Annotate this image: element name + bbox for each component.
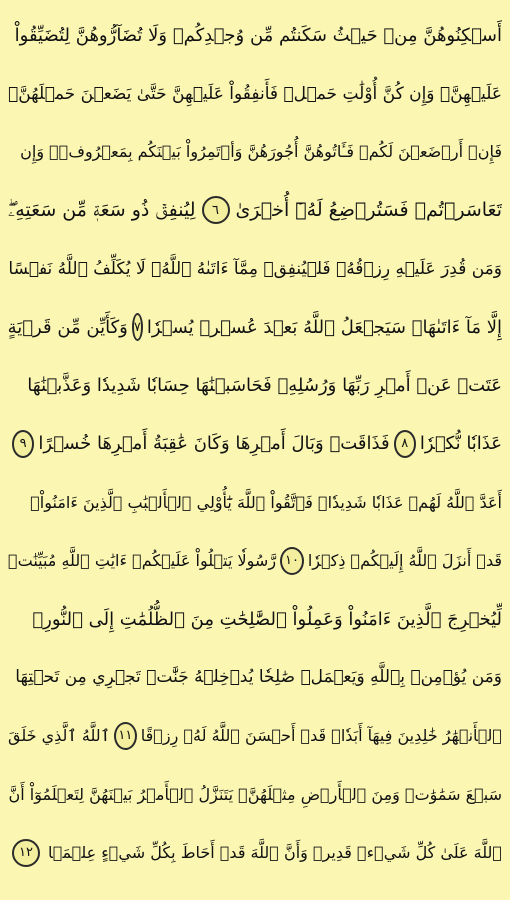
verse-text: سَبۡعَ سَمَٰوَٰتٖ وَمِنَ ٱلۡأَرۡضِ مِثۡلَهُنَّۖ يَتَنَزَّلُ ٱلۡأَمۡرُ بَيۡنَهُنَّ لِتَعۡلَمُوٓاْ أَنَّ [8,784,502,804]
verse-text: لِيُنفِقۡ ذُو سَعَةٖ مِّن سَعَتِهِۦۖ [8,199,196,222]
verse-line [8,823,502,881]
verse-line [8,64,502,122]
verse-line [8,181,502,239]
verse-line [8,473,502,531]
verse-text: أَعَدَّ ٱللَّهُ لَهُمۡ عَذَابٗا شَدِيدٗاۖ فَٱتَّقُواْ ٱللَّهَ يَٰٓأُوْلِي ٱلۡأَلۡبَٰبِ ٱلَّذِينَ ءَامَنُواْۚ [30,492,502,512]
verse-line [8,123,502,181]
verse-line [8,356,502,414]
verse-text: قَدۡ أَنزَلَ ٱللَّهُ إِلَيۡكُمۡ ذِكۡرٗا [307,551,502,571]
verse-line [8,532,502,590]
verse-text: إِلَّا مَآ ءَاتَىٰهَاۚ سَيَجۡعَلُ ٱللَّهُ بَعۡدَ عُسۡرٖ يُسۡرٗا [146,316,502,338]
verse-text: عَلَيۡهِنَّۚ وَإِن كُنَّ أُوْلَٰتِ حَمۡلٖ فَأَنفِقُواْ عَلَيۡهِنَّ حَتَّىٰ يَضَعۡنَ حَمۡلَهُنَّۚ [8,83,502,104]
verse-text: لِّيُخۡرِجَ ٱلَّذِينَ ءَامَنُواْ وَعَمِلُواْ ٱلصَّٰلِحَٰتِ مِنَ ٱلظُّلُمَٰتِ إِلَى ٱلنُّورِۚ [32,608,502,630]
verse-text: أَسۡكِنُوهُنَّ مِنۡ حَيۡثُ سَكَنتُم مِّن وُجۡدِكُمۡ وَلَا تُضَآرُّوهُنَّ لِتُضَيِّقُواْ [14,24,502,46]
ayah-number-marker: ٨ [394,430,416,458]
ayah-number-marker: ١٢ [12,839,40,867]
verse-text: تَعَاسَرۡتُمۡ فَسَتُرۡضِعُ لَهُۥٓ أُخۡرَىٰ [235,199,502,222]
verse-text: فَذَاقَتۡ وَبَالَ أَمۡرِهَا وَكَانَ عَٰقِبَةُ أَمۡرِهَا خُسۡرًا [38,433,390,455]
verse-line [8,415,502,473]
verse-line [8,648,502,706]
verse-text: فَإِنۡ أَرۡضَعۡنَ لَكُمۡ فَـَٔاتُوهُنَّ أُجُورَهُنَّ وَأۡتَمِرُواْ بَيۡنَكُم بِمَعۡرُوفٖۖ وَإِن [20,142,502,162]
verse-line [8,6,502,64]
verse-text: ٱللَّهَ عَلَىٰ كُلِّ شَيۡءٖ قَدِيرٞ وَأَنَّ ٱللَّهَ قَدۡ أَحَاطَ بِكُلِّ شَيۡءٍ عِلۡمَۢا [48,843,502,863]
verse-line [8,240,502,298]
verse-line [8,590,502,648]
ayah-number-marker: ١٠ [280,547,304,575]
verse-line [8,707,502,765]
verse-text: ٱلۡأَنۡهَٰرُ خَٰلِدِينَ فِيهَآ أَبَدٗاۖ قَدۡ أَحۡسَنَ ٱللَّهُ لَهُۥ رِزۡقًا [140,726,502,746]
ayah-number-marker: ٧ [132,313,143,341]
ayah-number-marker: ٦ [202,196,230,224]
verse-text: عَذَابٗا نُّكۡرٗا [419,433,502,455]
verse-text: ٱللَّهُ ٱلَّذِي خَلَقَ [8,726,110,746]
verse-line [8,298,502,356]
verse-text: عَتَتۡ عَنۡ أَمۡرِ رَبِّهَا وَرُسُلِهِۦ فَحَاسَبۡنَٰهَا حِسَابٗا شَدِيدٗا وَعَذَّبۡنَٰهَا [27,375,502,397]
verse-text: رَّسُولٗا يَتۡلُواْ عَلَيۡكُمۡ ءَايَٰتِ ٱللَّهِ مُبَيِّنَٰتٖ [8,551,277,571]
verse-line [8,765,502,823]
ayah-number-marker: ١١ [114,722,137,750]
verse-text: وَكَأَيِّن مِّن قَرۡيَةٍ [8,316,128,338]
verse-text: وَمَن قُدِرَ عَلَيۡهِ رِزۡقُهُۥ فَلۡيُنفِقۡ مِمَّآ ءَاتَىٰهُ ٱللَّهُۚ لَا يُكَلِّفُ ٱللَّهُ نَفۡسًا [8,258,502,279]
verse-text: وَمَن يُؤۡمِنۢ بِٱللَّهِ وَيَعۡمَلۡ صَٰلِحٗا يُدۡخِلۡهُ جَنَّٰتٖ تَجۡرِي مِن تَحۡتِهَا [15,667,502,688]
ayah-number-marker: ٩ [12,430,34,458]
